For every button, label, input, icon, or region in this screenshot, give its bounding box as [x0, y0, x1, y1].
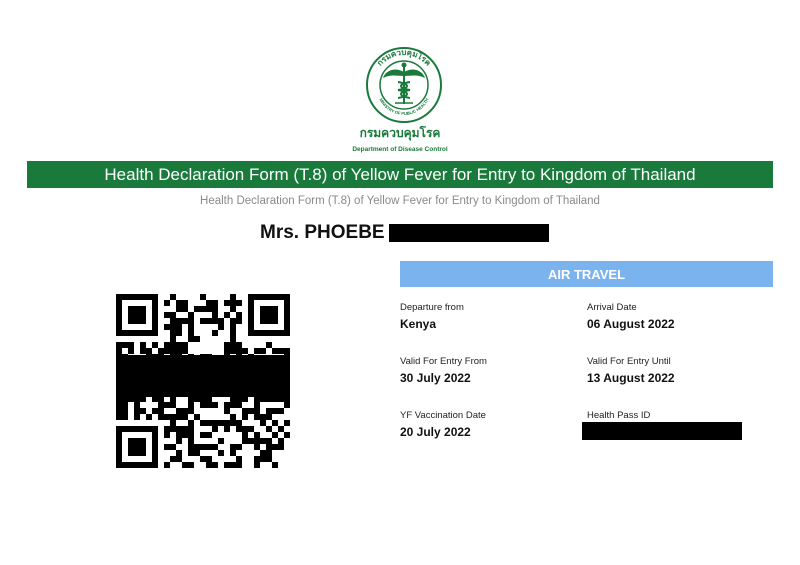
caduceus-icon [383, 63, 425, 105]
valid-from-value: 30 July 2022 [400, 371, 471, 385]
valid-until-label: Valid For Entry Until [587, 356, 671, 367]
ddc-logo [365, 46, 443, 124]
air-travel-header [400, 261, 773, 287]
surname-redaction-bar [389, 224, 549, 242]
valid-until-value: 13 August 2022 [587, 371, 675, 385]
department-name-english: Department of Disease Control [352, 146, 448, 153]
logo-ring-text-top: กรมควบคุมโรค [375, 47, 433, 68]
departure-label: Departure from [400, 302, 464, 313]
passenger-name: Mrs. PHOEBE [260, 222, 385, 243]
vaccination-date-value: 20 July 2022 [400, 425, 471, 439]
qr-redaction-bar [116, 355, 290, 397]
arrival-date-label: Arrival Date [587, 302, 637, 313]
department-name-thai: กรมควบคุมโรค [359, 126, 441, 140]
form-title-banner [27, 161, 773, 188]
form-title: Health Declaration Form (T.8) of Yellow Fever for Entry to Kingdom of Thailand [104, 164, 696, 184]
health-pass-label: Health Pass ID [587, 410, 651, 421]
departure-value: Kenya [400, 317, 437, 331]
health-pass-redaction-bar [582, 422, 742, 440]
arrival-date-value: 06 August 2022 [587, 317, 675, 331]
vaccination-date-label: YF Vaccination Date [400, 410, 486, 421]
valid-from-label: Valid For Entry From [400, 356, 487, 367]
form-subtitle: Health Declaration Form (T.8) of Yellow Fever for Entry to Kingdom of Thailand [200, 195, 600, 207]
air-travel-title: AIR TRAVEL [547, 266, 626, 282]
logo-ring-text-bottom: MINISTRY OF PUBLIC HEALTH [378, 97, 430, 117]
